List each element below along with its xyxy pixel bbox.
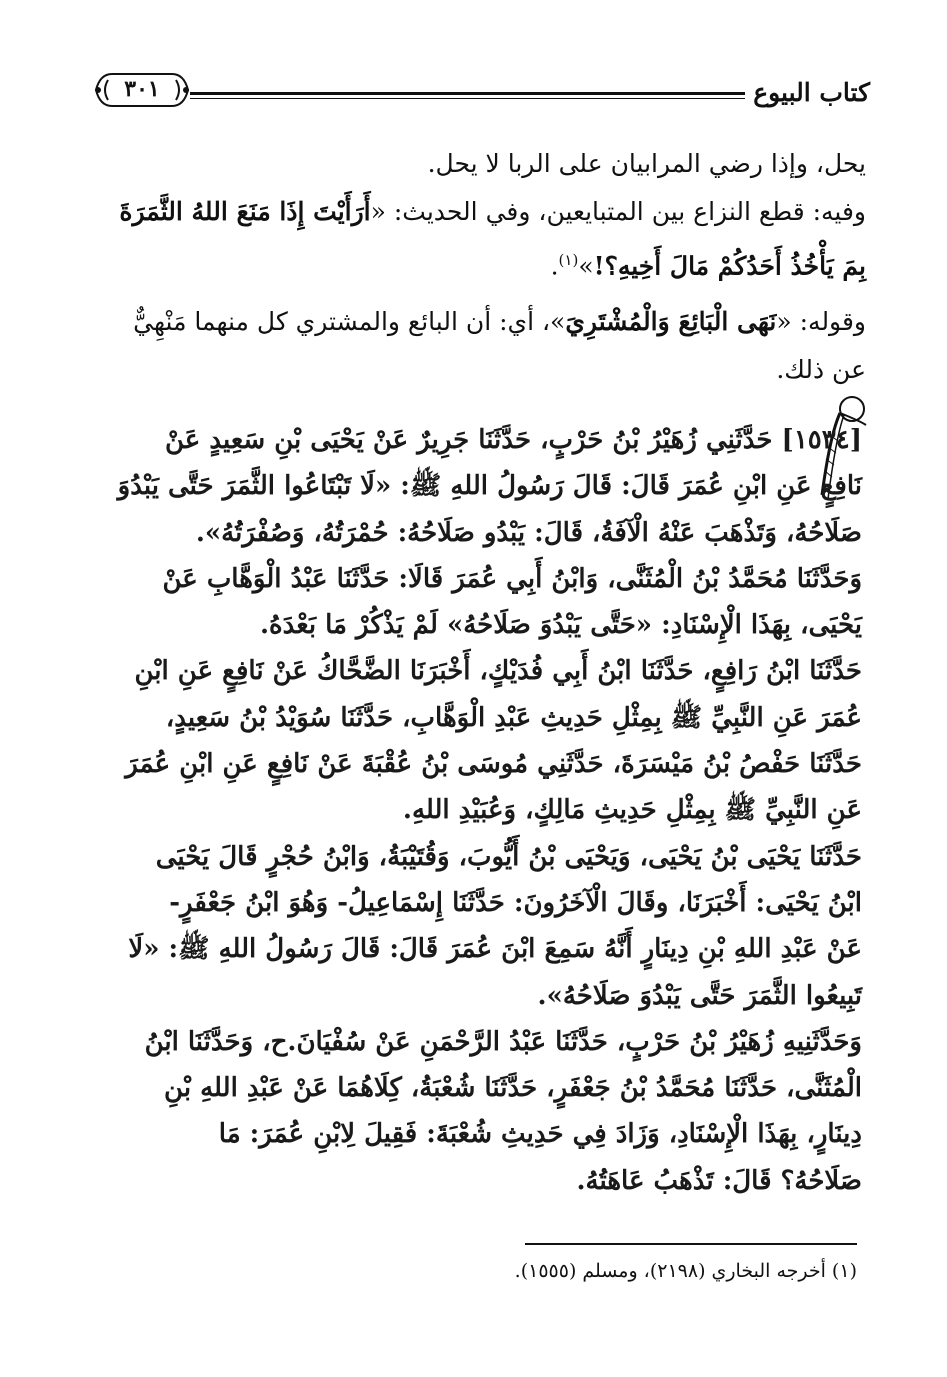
commentary-line <box>86 298 866 346</box>
hadith-line: دِينَارٍ، بِهَذَا الْإِسْنَادِ، وَزَادَ فِي حَدِيثِ شُعْبَةَ: فَقِيلَ لِابْنِ عُمَرَ: مَا <box>218 1119 862 1150</box>
hadith-line: يَحْيَى، بِهَذَا الْإِسْنَادِ: «حَتَّى يَبْدُوَ صَلَاحُهُ» لَمْ يَذْكُرْ مَا بَعْدَهُ. <box>259 610 862 641</box>
hadith-line: حَدَّثَنَا يَحْيَى بْنُ يَحْيَى، وَيَحْيَى بْنُ أَيُّوبَ، وَقُتَيْبَةُ، وَابْنُ حُجْرٍ قَالَ يَحْيَى <box>155 841 862 872</box>
page-number-ornament <box>92 70 192 110</box>
footnote-reference[interactable]: (١) <box>558 251 579 269</box>
hadith-line: [١٥٣٤] حَدَّثَنِي زُهَيْرُ بْنُ حَرْبٍ، حَدَّثَنَا جَرِيرٌ عَنْ يَحْيَى بْنِ سَعِيدٍ عَنْ <box>164 425 862 455</box>
hadith-line: نَافِعٍ عَنِ ابْنِ عُمَرَ قَالَ: قَالَ رَسُولُ اللهِ ﷺ: «لَا تَبْتَاعُوا الثَّمَرَ حَتَّى يَبْدُوَ <box>117 471 862 502</box>
commentary-line-text: يحل، وإذا رضي المرابيان على الربا لا يحل. <box>427 149 866 178</box>
commentary-line <box>86 188 866 236</box>
commentary-line-text: عن ذلك. <box>776 355 866 385</box>
hadith-line: صَلَاحُهُ؟ قَالَ: تَذْهَبُ عَاهَتُهُ. <box>576 1165 862 1196</box>
hadith-line: صَلَاحُهُ، وَتَذْهَبَ عَنْهُ الْآفَةُ، قَالَ: يَبْدُو صَلَاحُهُ: حُمْرَتُهُ، وَصُفْرَتُهُ». <box>195 517 862 548</box>
quote-close: » <box>578 251 594 281</box>
commentary-line <box>86 346 866 394</box>
hadith-line: تَبِيعُوا الثَّمَرَ حَتَّى يَبْدُوَ صَلَاحُهُ». <box>537 980 862 1011</box>
hadith-line: حَدَّثَنَا حَفْصُ بْنُ مَيْسَرَةَ، حَدَّثَنِي مُوسَى بْنُ عُقْبَةَ عَنْ نَافِعٍ عَنِ ابْنِ عُمَرَ <box>125 749 862 780</box>
hadith-line: ابْنُ يَحْيَى: أَخْبَرَنَا، وقَالَ الْآخَرُونَ: حَدَّثَنَا إِسْمَاعِيلُ- وَهُوَ ابْنُ جَعْفَرٍ- <box>169 887 862 918</box>
book-title: كتاب البيوع <box>753 78 870 107</box>
commentary-plain-text: »، أي: أن البائع والمشتري كل منهما مَنْهِيٌّ <box>133 307 566 337</box>
commentary-line <box>86 236 866 290</box>
commentary-plain-text: وقوله: « <box>776 307 866 337</box>
sentence-end: . <box>550 251 559 281</box>
hadith-line: الْمُثَنَّى، حَدَّثَنَا مُحَمَّدُ بْنُ جَعْفَرٍ، حَدَّثَنَا شُعْبَةُ، كِلَاهُمَا عَنْ عَبْدِ اللهِ بْنِ <box>164 1073 862 1104</box>
hadith-line: وَحَدَّثَنَا مُحَمَّدُ بْنُ الْمُثَنَّى، وَابْنُ أَبِي عُمَرَ قَالَا: حَدَّثَنَا عَبْدُ الْوَهَّابِ عَنْ <box>162 563 862 594</box>
hadith-quote: بِمَ يَأْخُذُ أَحَدُكُمْ مَالَ أَخِيهِ؟! <box>593 251 866 281</box>
footnote-rule <box>525 1243 857 1245</box>
footnote: (١) أخرجه البخاري (٢١٩٨)، ومسلم (١٥٥٥). <box>514 1260 857 1282</box>
hadith-quote: نَهَى الْبَائِعَ وَالْمُشْتَرِيَ <box>565 307 777 337</box>
hadith-line: وَحَدَّثَنِيهِ زُهَيْرُ بْنُ حَرْبٍ، حَدَّثَنَا عَبْدُ الرَّحْمَنِ عَنْ سُفْيَانَ.ح، وَحَدَّثَنَا ابْنُ <box>144 1026 862 1057</box>
hadith-block <box>80 395 870 1265</box>
hadith-line: حَدَّثَنَا ابْنُ رَافِعٍ، حَدَّثَنَا ابْنُ أَبِي فُدَيْكٍ، أَخْبَرَنَا الضَّحَّاكُ عَنْ نَافِعٍ عَنِ ابْنِ <box>134 656 862 687</box>
page-number: ٣٠١ <box>124 76 160 102</box>
page-header <box>80 58 870 118</box>
hadith-text <box>117 417 862 1204</box>
hadith-quote: أَرَأَيْتَ إِذَا مَنَعَ اللهُ الثَّمَرَةَ <box>119 197 371 226</box>
commentary-text <box>86 140 866 394</box>
hadith-line: عَنِ النَّبِيِّ ﷺ بِمِثْلِ حَدِيثِ مَالِكٍ، وَعُبَيْدِ اللهِ. <box>402 795 862 826</box>
commentary-line <box>86 140 866 188</box>
hadith-line: عُمَرَ عَنِ النَّبِيِّ ﷺ بِمِثْلِ حَدِيثِ عَبْدِ الْوَهَّابِ، حَدَّثَنَا سُوَيْدُ بْنُ سَعِيدٍ، <box>165 702 862 733</box>
commentary-plain-text: وفيه: قطع النزاع بين المتبايعين، وفي الحديث: « <box>370 197 866 226</box>
hadith-line: عَنْ عَبْدِ اللهِ بْنِ دِينَارٍ أَنَّهُ سَمِعَ ابْنَ عُمَرَ قَالَ: قَالَ رَسُولُ اللهِ ﷺ: «لَا <box>128 934 862 965</box>
header-rule <box>190 92 745 99</box>
